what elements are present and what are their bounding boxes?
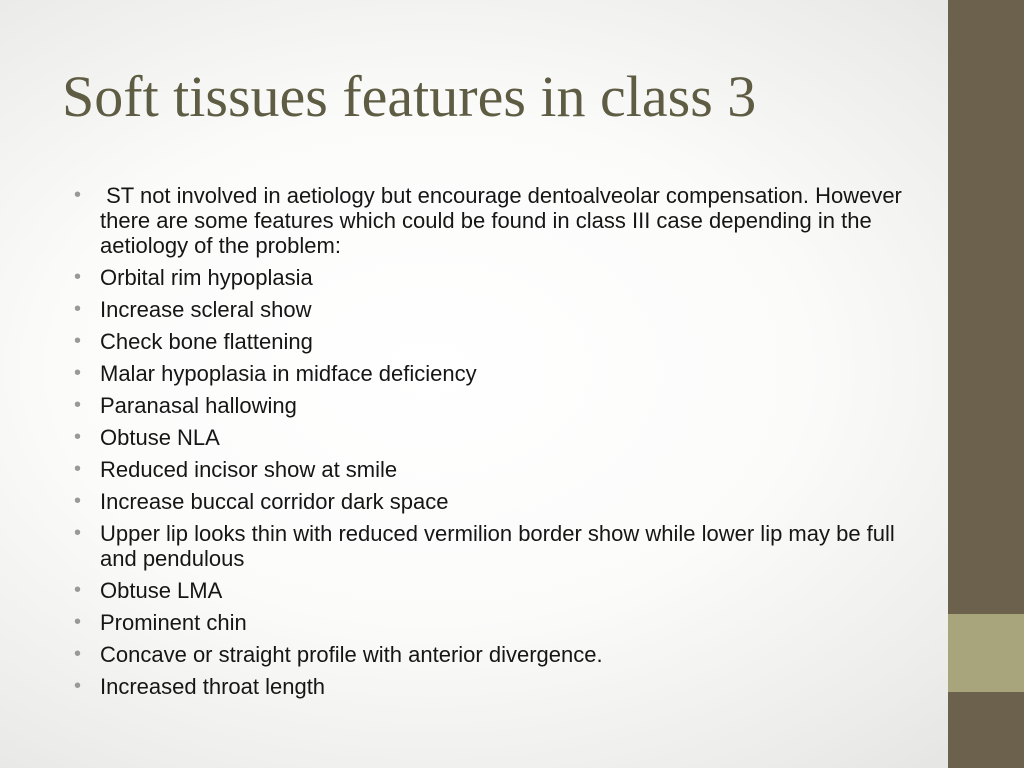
bullet-item [74,425,914,450]
bullet-icon: • [74,266,82,288]
bullet-text: Orbital rim hypoplasia [100,265,313,290]
bullet-icon: • [74,490,82,512]
bullet-icon: • [74,675,82,697]
bullet-item [74,457,914,482]
bullet-text: Increase scleral show [100,297,312,322]
bullet-item [74,489,914,514]
bullet-text: Prominent chin [100,610,247,635]
bullet-icon: • [74,330,82,352]
bullet-item [74,578,914,603]
bullet-item [74,393,914,418]
bullet-icon: • [74,522,82,544]
side-bar-accent [948,614,1024,692]
slide-title: Soft tissues features in class 3 [62,64,757,129]
bullet-item [74,361,914,386]
bullet-item [74,183,914,258]
bullet-text: Malar hypoplasia in midface deficiency [100,361,477,386]
bullet-icon: • [74,643,82,665]
bullet-icon: • [74,611,82,633]
bullet-text: Obtuse NLA [100,425,220,450]
bullet-item [74,610,914,635]
bullet-list [74,183,914,706]
bullet-text: Reduced incisor show at smile [100,457,398,482]
bullet-text: ST not involved in aetiology but encourage dentoalveolar compensation. However there are some features which could be found in class III case depending in the aetiology of the problem: [100,183,909,258]
bullet-item [74,521,914,571]
bullet-icon: • [74,298,82,320]
bullet-item [74,297,914,322]
bullet-icon: • [74,579,82,601]
bullet-icon: • [74,394,82,416]
bullet-item [74,674,914,699]
bullet-item [74,642,914,667]
bullet-icon: • [74,362,82,384]
bullet-item [74,329,914,354]
bullet-icon: • [74,426,82,448]
bullet-icon: • [74,458,82,480]
bullet-text: Increased throat length [100,674,326,699]
bullet-text: Upper lip looks thin with reduced vermilion border show while lower lip may be full and pendulous [100,521,895,571]
bullet-text: Check bone flattening [100,329,313,354]
bullet-text: Paranasal hallowing [100,393,297,418]
bullet-item [74,265,914,290]
bullet-text: Concave or straight profile with anterior divergence. [100,642,603,667]
bullet-text: Obtuse LMA [100,578,223,603]
bullet-text: Increase buccal corridor dark space [100,489,449,514]
bullet-icon: • [74,184,82,206]
